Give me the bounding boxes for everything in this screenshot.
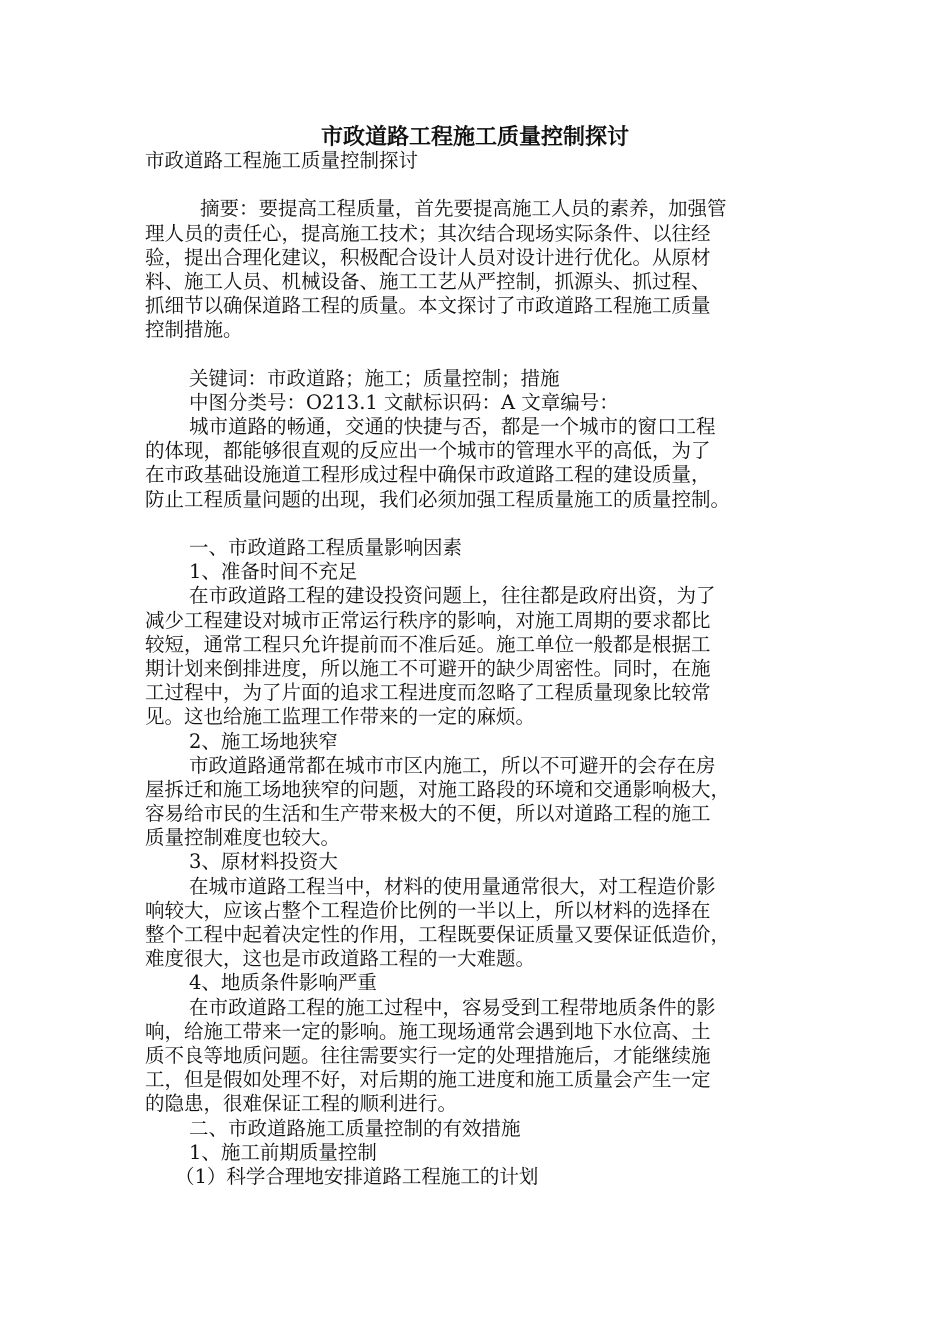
text-line: 中图分类号：O213.1 文献标识码：A 文章编号：: [189, 390, 619, 414]
text-line: 响较大，应该占整个工程造价比例的一半以上，所以材料的选择在: [145, 898, 711, 922]
document-body: [145, 149, 805, 1189]
blank-line: [145, 512, 805, 536]
text-line: 工，但是假如处理不好，对后期的施工进度和施工质量会产生一定: [145, 1068, 711, 1092]
text-line: 容易给市民的生活和生产带来极大的不便，所以对道路工程的施工: [145, 802, 711, 826]
text-line: 防止工程质量问题的出现，我们必须加强工程质量施工的质量控制。: [145, 487, 731, 511]
text-line: 响，给施工带来一定的影响。施工现场通常会遇到地下水位高、土: [145, 1019, 711, 1043]
text-line: 期计划来倒排进度，所以施工不可避开的缺少周密性。同时，在施: [145, 656, 711, 680]
text-line: 难度很大，这也是市政道路工程的一大难题。: [145, 947, 536, 971]
text-line: 市政道路通常都在城市市区内施工，所以不可避开的会存在房: [189, 753, 716, 777]
text-line: 在城市道路工程当中，材料的使用量通常很大，对工程造价影: [189, 874, 716, 898]
blank-line: [145, 343, 805, 367]
text-line: 工过程中，为了片面的追求工程进度而忽略了工程质量现象比较常: [145, 681, 711, 705]
text-line: 见。这也给施工监理工作带来的一定的麻烦。: [145, 705, 536, 729]
text-line: 抓细节以确保道路工程的质量。本文探讨了市政道路工程施工质量: [145, 294, 711, 318]
text-line: 一、市政道路工程质量影响因素: [189, 536, 463, 559]
text-line: 减少工程建设对城市正常运行秩序的影响，对施工周期的要求都比: [145, 608, 711, 632]
text-line: 质不良等地质问题。往往需要实行一定的处理措施后，才能继续施: [145, 1043, 711, 1067]
text-line: 市政道路工程施工质量控制探讨: [145, 149, 419, 172]
text-line: 关键词：市政道路；施工；质量控制；措施: [189, 366, 560, 390]
text-line: 1、准备时间不充足: [189, 560, 358, 584]
text-line: 2、施工场地狭窄: [189, 729, 338, 753]
document-title: 市政道路工程施工质量控制探讨: [320, 124, 629, 150]
text-line: 屋拆迁和施工场地狭窄的问题，对施工路段的环境和交通影响极大，: [145, 777, 731, 801]
text-line: （1）科学合理地安排道路工程施工的计划: [175, 1164, 539, 1188]
text-line: 在市政道路工程的建设投资问题上，往往都是政府出资，为了: [189, 584, 716, 608]
text-line: 4、地质条件影响严重: [189, 971, 377, 995]
blank-line: [145, 173, 805, 197]
text-line: 的体现，都能够很直观的反应出一个城市的管理水平的高低，为了: [145, 439, 711, 463]
text-line: 料、施工人员、机械设备、施工工艺从严控制，抓源头、抓过程、: [145, 269, 711, 293]
text-line: 摘要：要提高工程质量，首先要提高施工人员的素养，加强管: [200, 197, 727, 221]
text-line: 3、原材料投资大: [189, 850, 338, 874]
text-line: 二、市政道路施工质量控制的有效措施: [189, 1116, 521, 1140]
text-line: 整个工程中起着决定性的作用，工程既要保证质量又要保证低造价，: [145, 923, 731, 946]
text-line: 控制措施。: [145, 318, 243, 342]
text-line: 的隐患，很难保证工程的顺利进行。: [145, 1092, 458, 1116]
text-line: 理人员的责任心，提高施工技术；其次结合现场实际条件、以往经: [145, 221, 711, 245]
text-line: 城市道路的畅通，交通的快捷与否，都是一个城市的窗口工程: [189, 415, 716, 439]
text-line: 1、施工前期质量控制: [189, 1140, 377, 1164]
text-line: 验，提出合理化建议，积极配合设计人员对设计进行优化。从原材: [145, 245, 711, 269]
text-line: 在市政基础设施道工程形成过程中确保市政道路工程的建设质量，: [145, 463, 711, 487]
text-line: 质量控制难度也较大。: [145, 826, 341, 850]
text-line: 在市政道路工程的施工过程中，容易受到工程带地质条件的影: [189, 995, 716, 1019]
text-line: 较短，通常工程只允许提前而不准后延。施工单位一般都是根据工: [145, 632, 711, 656]
